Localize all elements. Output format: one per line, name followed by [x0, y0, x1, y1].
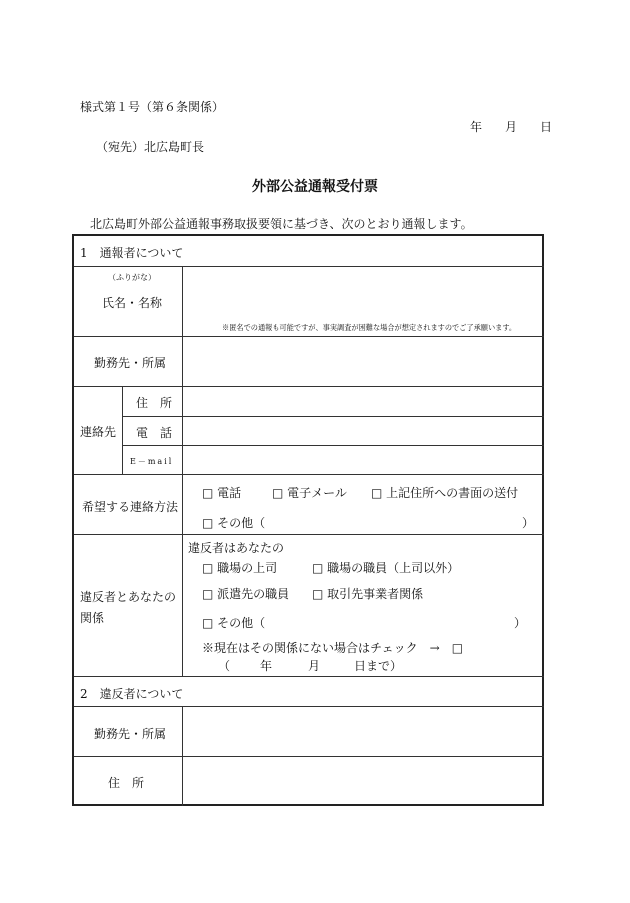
date-year-label: 年 [470, 120, 483, 134]
column-divider [182, 266, 183, 676]
anonymous-note: ※匿名での通報も可能ですが、事実調査が困難な場合が想定されますのでご了承願います。 [222, 323, 517, 332]
form-number: 様式第１号（第６条関係） [80, 100, 225, 114]
method-option-letter[interactable]: □ 上記住所への書面の送付 [371, 486, 519, 500]
until-year-label: 年 [260, 659, 273, 673]
page-title: 外部公益通報受付票 [252, 179, 378, 195]
violator-address-label: 住 所 [108, 776, 145, 790]
phone-field[interactable] [186, 418, 540, 443]
row-divider [74, 706, 544, 707]
relation-option-boss[interactable]: □ 職場の上司 [202, 561, 278, 575]
method-option-other[interactable]: □ その他（ [202, 516, 266, 530]
relation-option-coworker[interactable]: □ 職場の職員（上司以外） [312, 561, 460, 575]
row-divider [74, 474, 544, 475]
relation-other-close: ） [514, 616, 527, 630]
relation-label-line1: 違反者とあなたの [80, 590, 177, 604]
intro-text: 北広島町外部公益通報事務取扱要領に基づき、次のとおり通報します。 [90, 217, 473, 231]
workplace-field[interactable] [186, 339, 540, 383]
date-month-label: 月 [505, 120, 518, 134]
row-divider [74, 336, 544, 337]
relation-intro: 違反者はあなたの [188, 541, 285, 555]
row-divider [74, 756, 544, 757]
relation-option-business[interactable]: □ 取引先事業者関係 [312, 587, 424, 601]
name-field[interactable] [186, 268, 540, 318]
report-form-table [72, 234, 544, 806]
date-day-label: 日 [540, 120, 553, 134]
method-other-close: ） [522, 516, 535, 530]
relation-option-dispatch[interactable]: □ 派遣先の職員 [202, 587, 290, 601]
until-open-paren: （ [218, 659, 231, 673]
method-option-phone[interactable]: □ 電話 [202, 486, 242, 500]
no-longer-related-note[interactable]: ※現在はその関係にない場合はチェック → □ [202, 641, 464, 655]
row-divider [74, 266, 544, 267]
phone-label: 電 話 [136, 426, 173, 440]
address-label: 住 所 [136, 396, 173, 410]
row-divider [74, 534, 544, 535]
method-option-email[interactable]: □ 電子メール [272, 486, 347, 500]
row-divider [74, 386, 544, 387]
furigana-label: （ふりがな） [108, 273, 156, 282]
column-divider [122, 386, 123, 474]
name-label: 氏名・名称 [102, 296, 163, 310]
column-divider [182, 706, 183, 806]
addressee: （宛先）北広島町長 [96, 140, 205, 154]
section1-heading: 1 通報者について [80, 246, 184, 260]
violator-workplace-field[interactable] [186, 709, 540, 753]
relation-label-line2: 関係 [80, 611, 105, 625]
violator-workplace-label: 勤務先・所属 [94, 727, 167, 741]
until-month-label: 月 [308, 659, 321, 673]
row-divider [122, 416, 544, 417]
row-divider [74, 676, 544, 677]
email-field[interactable] [186, 447, 540, 472]
workplace-label: 勤務先・所属 [94, 356, 167, 370]
email-label: E－mail [130, 457, 174, 466]
violator-address-field[interactable] [186, 759, 540, 803]
row-divider [122, 445, 544, 446]
until-day-label: 日まで） [354, 659, 403, 673]
contact-label: 連絡先 [80, 425, 117, 439]
relation-option-other[interactable]: □ その他（ [202, 616, 266, 630]
address-field[interactable] [186, 388, 540, 414]
section2-heading: 2 違反者について [80, 687, 184, 701]
contact-method-label: 希望する連絡方法 [82, 500, 179, 514]
